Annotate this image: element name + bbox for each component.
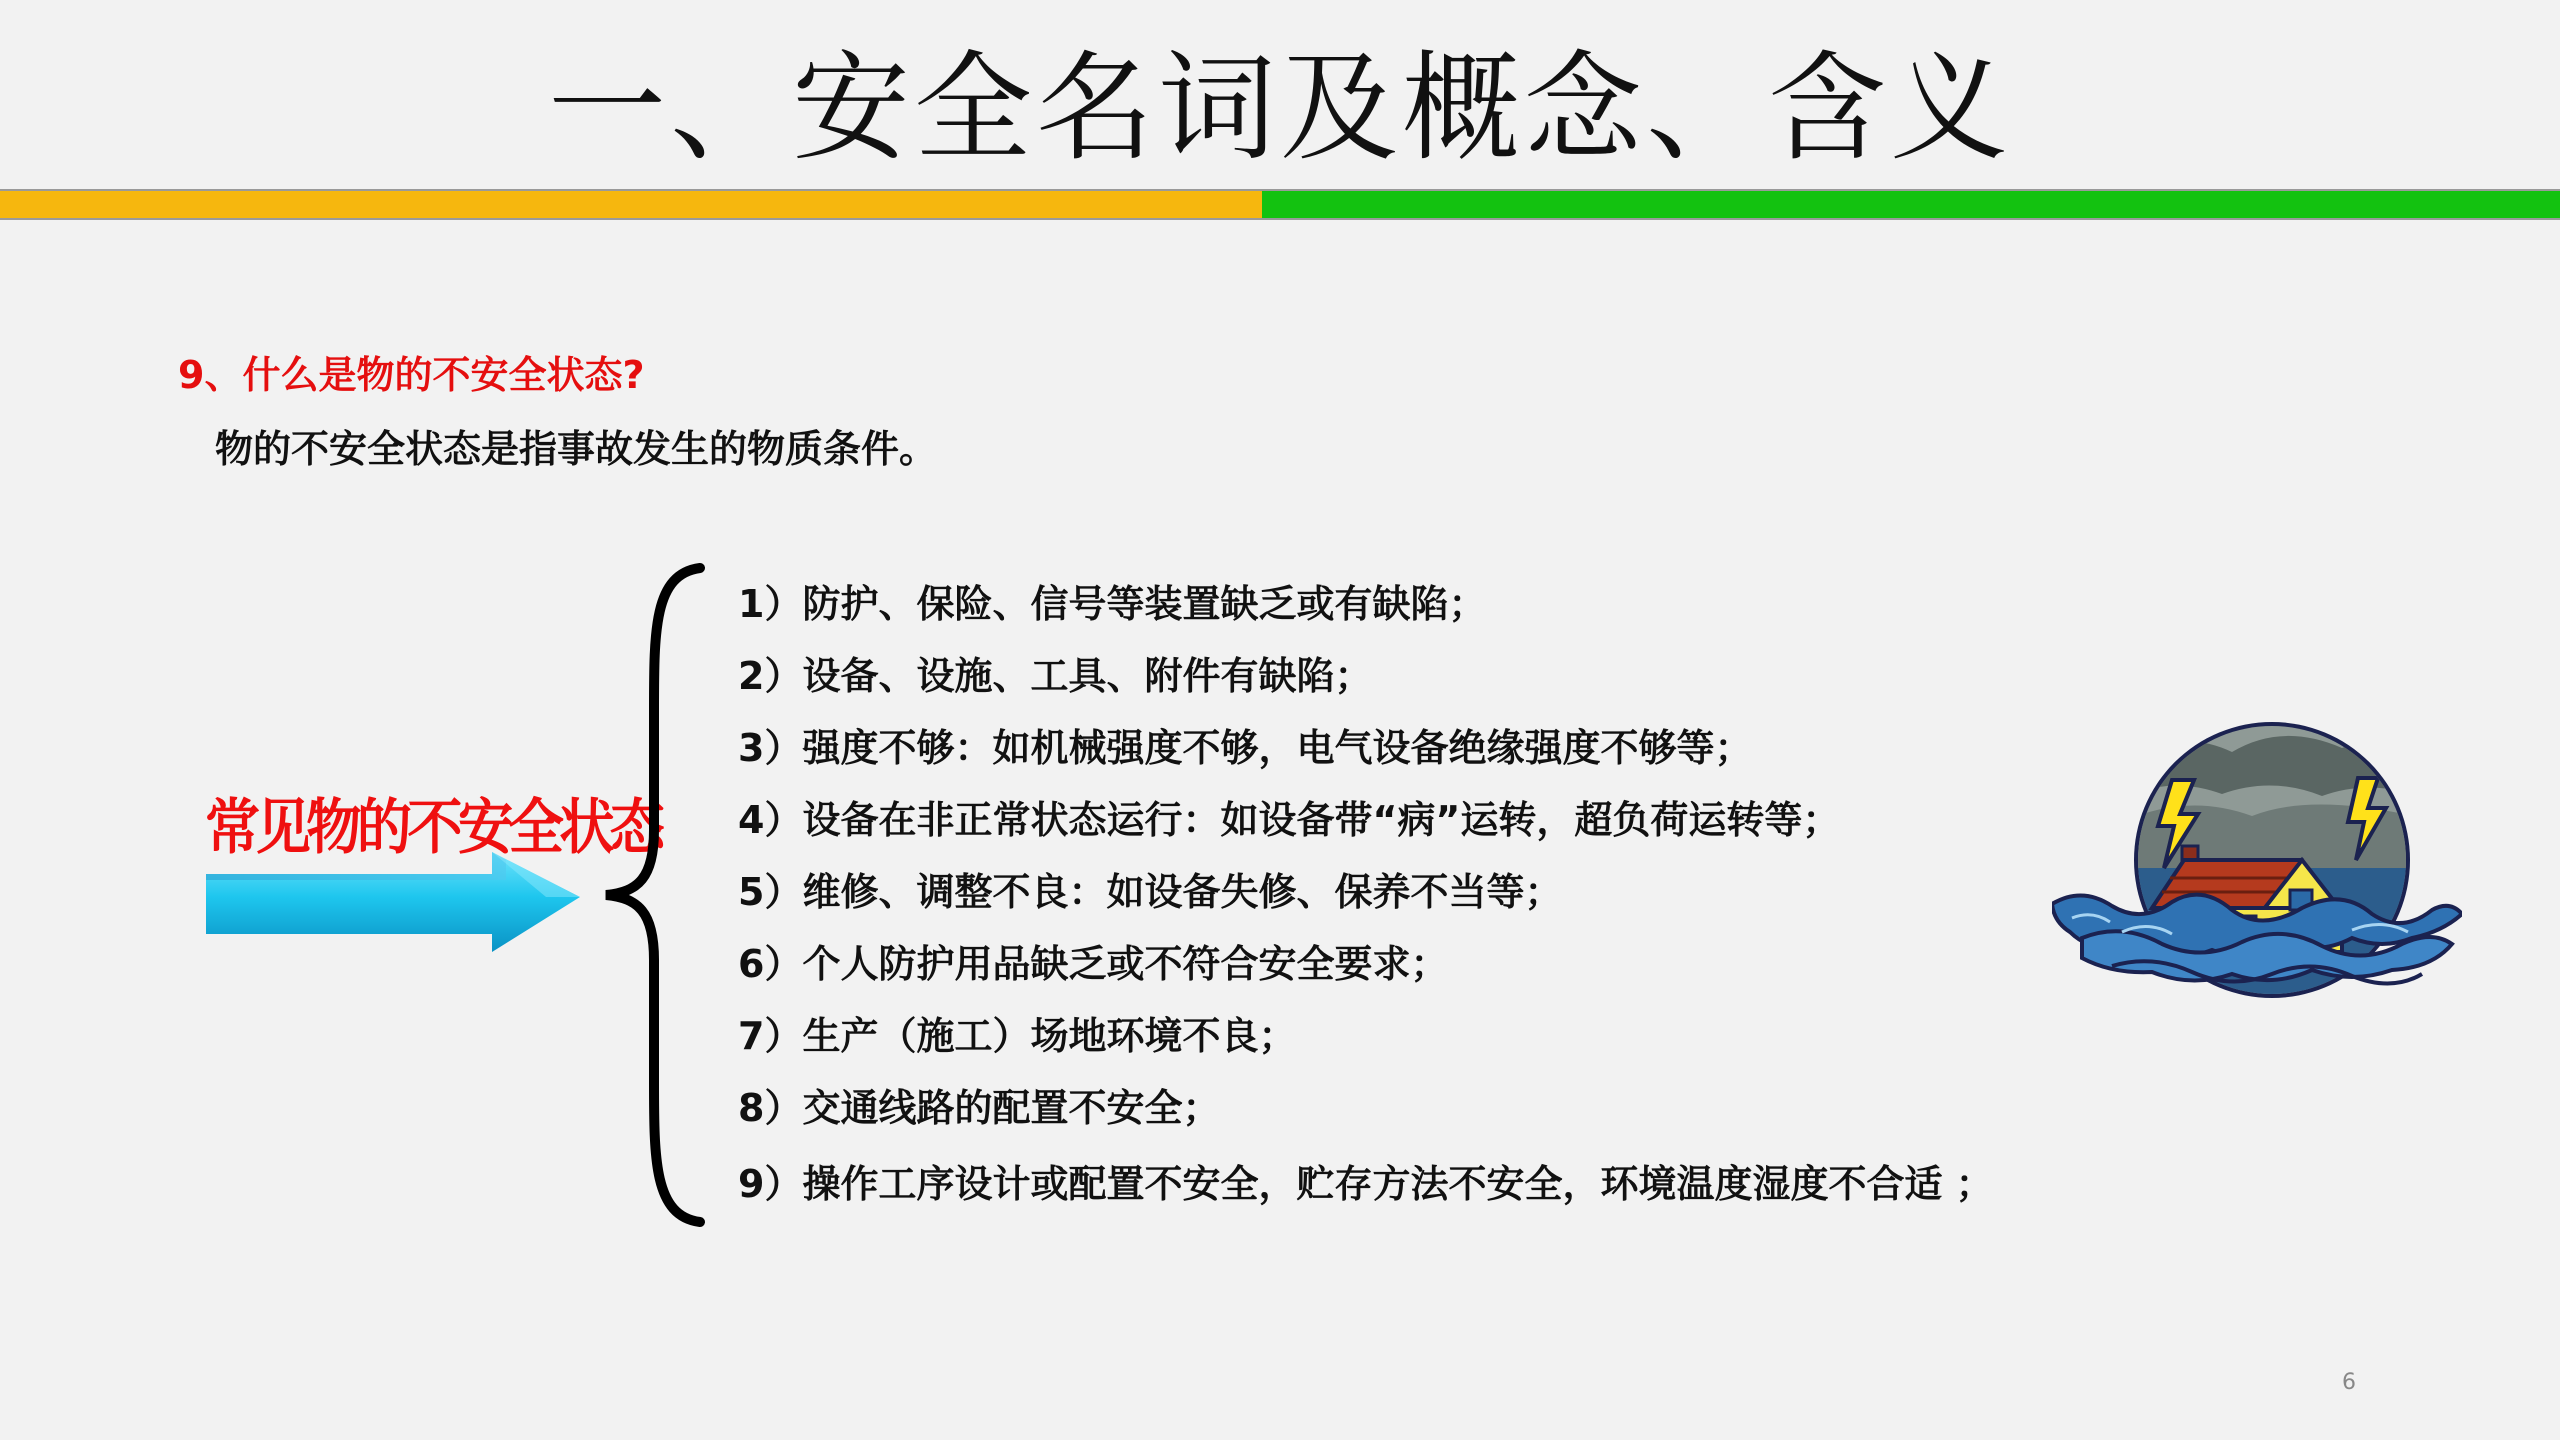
list-item: 6）个人防护用品缺乏或不符合安全要求；: [738, 942, 1449, 986]
list-item: 9）操作工序设计或配置不安全，贮存方法不安全，环境温度湿度不合适 ；: [738, 1162, 1994, 1206]
divider-yellow-segment: [0, 191, 1262, 218]
unsafe-condition-list: [738, 568, 1994, 1220]
page-number: 6: [2342, 1370, 2356, 1395]
answer-text: 物的不安全状态是指事故发生的物质条件。: [215, 427, 938, 471]
list-item: 3）强度不够：如机械强度不够，电气设备绝缘强度不够等；: [738, 726, 1753, 770]
list-item: 2）设备、设施、工具、附件有缺陷；: [738, 654, 1373, 698]
side-label: 常见物的不安全状态: [205, 793, 661, 863]
divider-green-segment: [1262, 191, 2560, 218]
title-divider-bar: [0, 189, 2560, 220]
question-heading: 9、什么是物的不安全状态?: [178, 353, 645, 397]
list-item: 5）维修、调整不良：如设备失修、保养不当等；: [738, 870, 1563, 914]
right-arrow-icon: [206, 852, 586, 952]
slide-title: 一、安全名词及概念、含义: [547, 39, 2012, 177]
list-item: 1）防护、保险、信号等装置缺乏或有缺陷；: [738, 582, 1487, 626]
list-item: 8）交通线路的配置不安全；: [738, 1086, 1221, 1130]
list-item: 4）设备在非正常状态运行：如设备带“病”运转，超负荷运转等；: [738, 798, 1841, 842]
list-item: 7）生产（施工）场地环境不良；: [738, 1014, 1297, 1058]
curly-brace-icon: [596, 560, 706, 1230]
flooded-house-illustration: [2052, 718, 2462, 1008]
